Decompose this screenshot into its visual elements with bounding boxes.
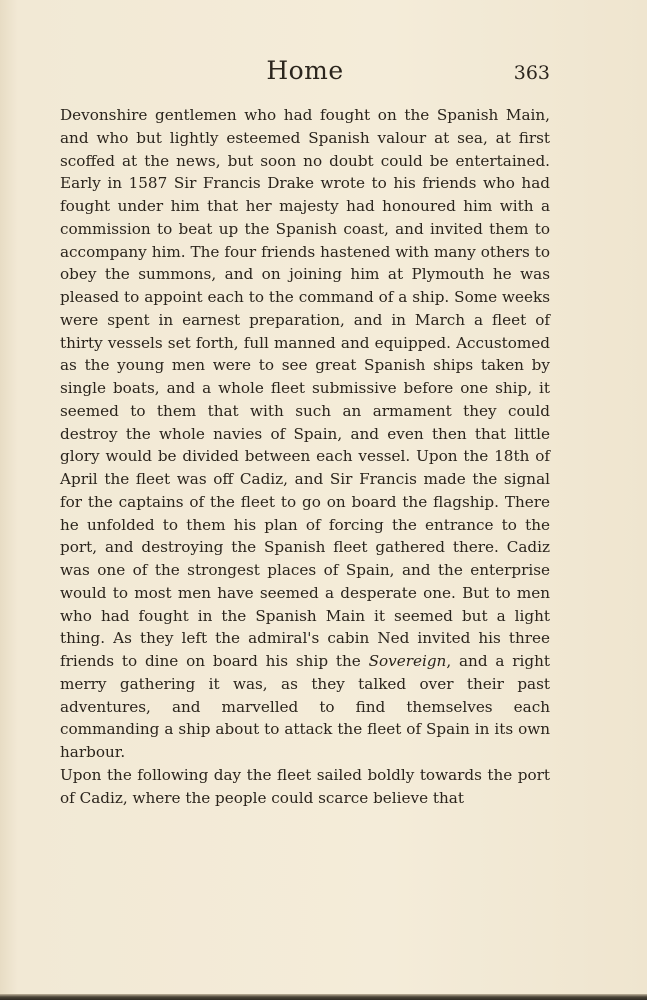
- paragraph-2: Upon the following day the fleet sailed boldly towards the port of Cadiz, where the people could scarce believe that: [60, 765, 550, 807]
- paragraph-1: [60, 104, 550, 764]
- paragraph-1-text-after: , and a right merry gathering it was, as they talked over their past adventures, and marvelled to find themselves each commanding a ship about to attack the fleet of Spain in its own harbour.: [60, 652, 550, 761]
- ship-name-italic: Sovereign: [368, 652, 447, 670]
- page-number: 363: [513, 62, 550, 84]
- body-text: [60, 104, 550, 809]
- page-header: [60, 56, 550, 92]
- running-title: Home: [266, 56, 344, 85]
- page-bottom-edge: [0, 994, 647, 1000]
- paragraph-1-text-before: Devonshire gentlemen who had fought on the Spanish Main, and who but lightly esteemed Spanish valour at sea, at first scoffed at the news, but soon no doubt could be entertained. Early in 1587 Sir Francis Drake wrote to his friends who had fought under him that her majesty had honoured him with a commission to beat up the Spanish coast, and invited them to accompany him. The four friends hastened with many others to obey the summons, and on joining him at Plymouth he was pleased to appoint each to the command of a ship. Some weeks were spent in earnest preparation, and in March a fleet of thirty vessels set forth, full manned and equipped. Accustomed as the young men were to see great Spanish ships taken by single boats, and a whole fleet submissive before one ship, it seemed to them that with such an armament they could destroy the whole navies of Spain, and even then that little glory would be divided between each vessel. Upon the 18th of April the fleet was off Cadiz, and Sir Francis made the signal for the captains of the fleet to go on board the flagship. There he unfolded to them his plan of forcing the entrance to the port, and destroying the Spanish fleet gathered there. Cadiz was one of the strongest places of Spain, and the enterprise would to most men have seemed a desperate one. But to men who had fought in the Spanish Main it seemed but a light thing. As they left the admiral's cabin Ned invited his three friends to dine on board his ship the: [60, 106, 550, 670]
